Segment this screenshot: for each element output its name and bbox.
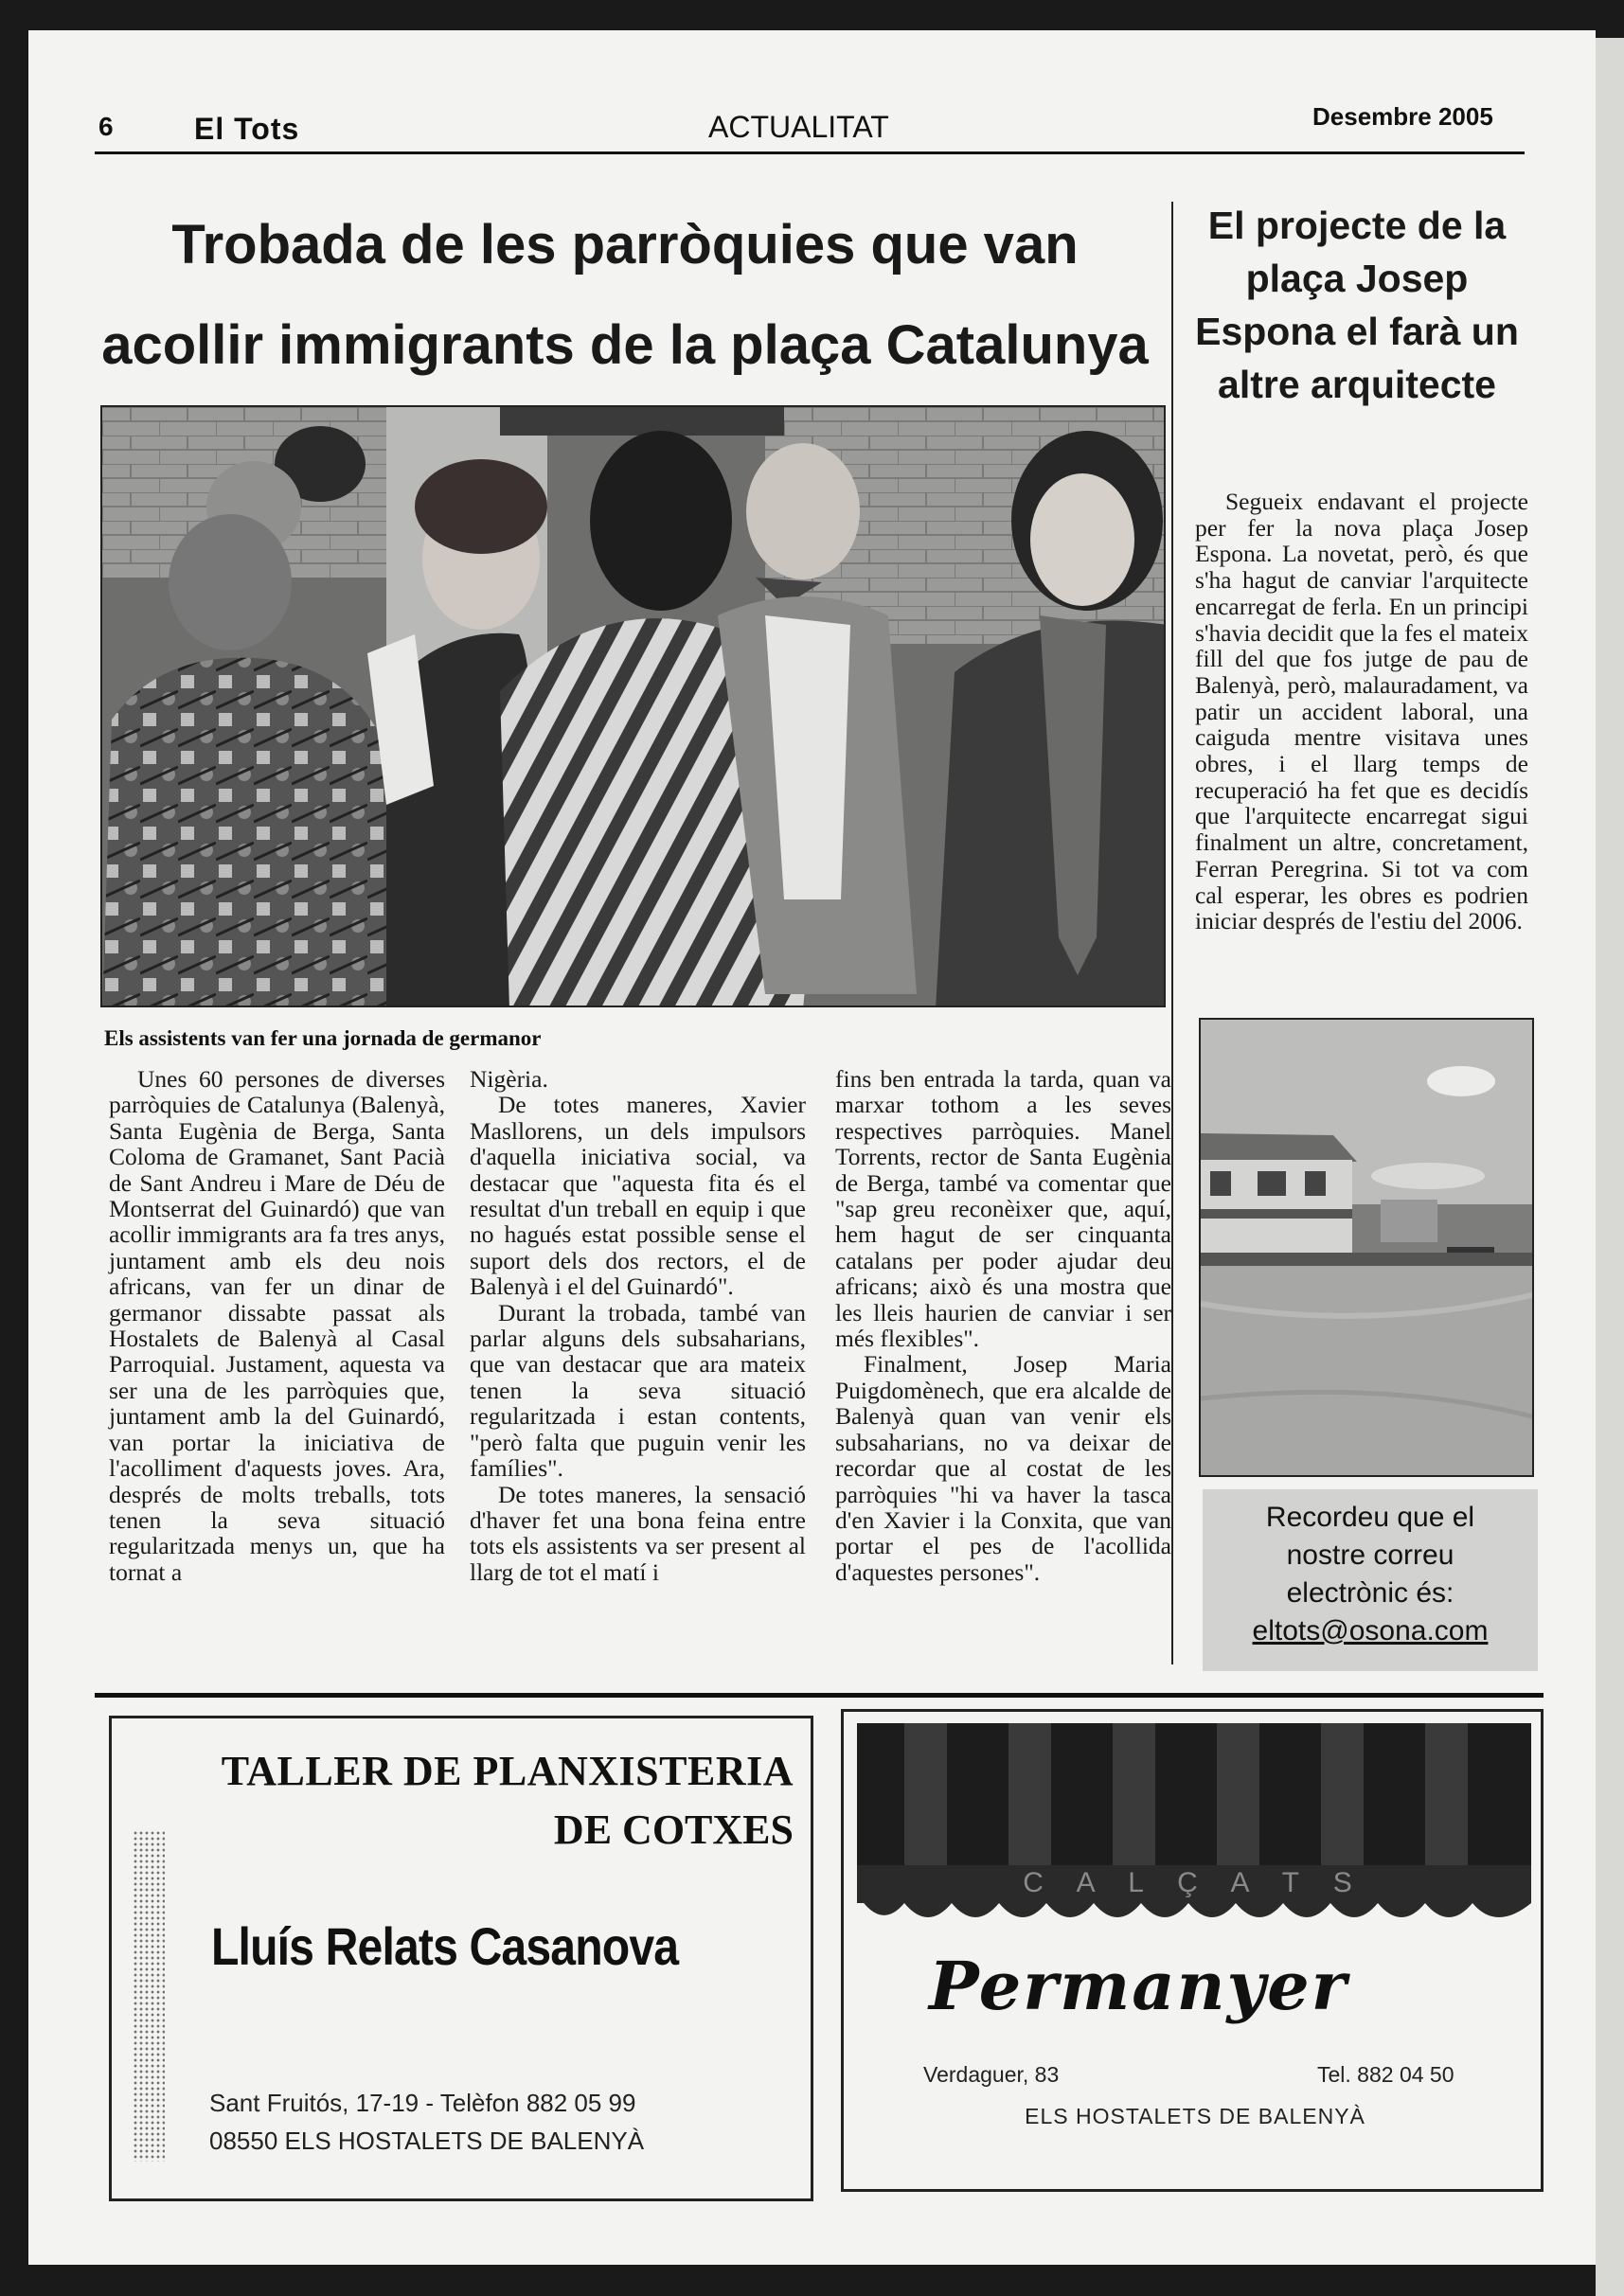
dot-pattern-decoration	[133, 1830, 165, 2162]
main-headline	[85, 195, 1165, 396]
paragraph: fins ben entrada la tarda, quan va marxar tothom a les seves respectives parròquies. Manel Torrents, rector de Santa Eugènia de Berga, també va comentar que "sap greu reconèixer que, aquí, hem hagut de ser cinquanta catalans per poder ajudar deu africans; això és una mostra que les lleis haurien de canviar i ser més flexibles".	[835, 1065, 1171, 1353]
contact-notice	[1203, 1489, 1538, 1671]
notice-line-2: nostre correu	[1286, 1540, 1454, 1571]
page-edge	[1596, 38, 1624, 2296]
headline-line-2: acollir immigrants de la plaça Catalunya	[101, 314, 1149, 376]
side-article-body	[1195, 489, 1528, 934]
column-divider	[1171, 202, 1173, 1664]
page-number: 6	[98, 112, 114, 141]
paragraph: Nigèria.	[470, 1065, 548, 1093]
article-column-3	[835, 1066, 1171, 1672]
plaza-photo-image	[1201, 1020, 1534, 1477]
paragraph: De totes maneres, la sensació d'haver fet una bona feina entre tots els assistents va ser present al llarg de tot el matí i	[470, 1480, 806, 1586]
awning-logo	[857, 1723, 1531, 1931]
ads-rule	[95, 1693, 1544, 1698]
ad-taller-owner: Lluís Relats Casanova	[211, 1916, 679, 1976]
article-column-2	[470, 1066, 806, 1672]
paragraph: Durant la trobada, també van parlar alguns dels subsaharians, que van destacar que ara mateix tenen la seva situació regularitzada i estan contents, "però falta que puguin venir les famílies".	[470, 1298, 806, 1483]
group-photo-image	[102, 407, 1166, 1007]
notice-line-1: Recordeu que el	[1265, 1502, 1475, 1533]
side-article-title: El projecte de la plaça Josep Espona el farà un altre arquitecte	[1195, 204, 1519, 406]
ad-calcats-brand: Permanyer	[929, 1947, 1348, 2025]
paragraph: Segueix endavant el projecte per fer la nova plaça Josep Espona. La novetat, però, és que s'ha hagut de canviar l'arquitecte encarregat de ferla. En un principi s'havia decidit que la fes el mateix fill del que fos jutge de pau de Balenyà, però, malauradament, va patir un accident laboral, una caiguda mentre visitava unes obres, i el llarg temps de recuperació ha fet que es decidís que l'arquitecte encarregat sigui finalment un altre, concretament, Ferran Peregrina. Si tot va com cal esperar, les obres es podrien iniciar després de l'estiu del 2006.	[1195, 488, 1528, 935]
header-rule	[95, 151, 1525, 154]
ad-calcats-phone: Tel. 882 04 50	[1317, 2062, 1454, 2087]
ad-taller-heading-1: TALLER DE PLANXISTERIA	[221, 1748, 794, 1794]
awning-text: C A L Ç A T S	[1023, 1867, 1365, 1898]
ad-taller-town: 08550 ELS HOSTALETS DE BALENYÀ	[209, 2127, 645, 2155]
issue-date: Desembre 2005	[1312, 102, 1493, 131]
photo-caption: Els assistents van fer una jornada de germanor	[104, 1026, 542, 1050]
plaza-photo	[1199, 1018, 1534, 1477]
article-column-1	[109, 1066, 445, 1672]
ad-taller-planxisteria	[109, 1716, 813, 2201]
headline-line-1: Trobada de les parròquies que van	[171, 214, 1079, 276]
paragraph: Finalment, Josep Maria Puigdomènech, que era alcalde de Balenyà quan van venir els subsaharians, no va deixar de recordar que al costat de les parròquies "hi va haver la tasca d'en Xavier i la Conxita, que van portar el pes de l'acollida d'aquestes persones".	[835, 1350, 1171, 1586]
publication-name: El Tots	[194, 112, 300, 146]
ad-calcats-town: ELS HOSTALETS DE BALENYÀ	[1025, 2104, 1365, 2128]
ad-taller-heading-2: DE COTXES	[553, 1807, 794, 1853]
ad-calcats-street: Verdaguer, 83	[923, 2062, 1060, 2087]
notice-line-3: electrònic és:	[1286, 1577, 1454, 1609]
contact-email-link[interactable]: eltots@osona.com	[1252, 1615, 1489, 1646]
ad-calcats-permanyer	[841, 1709, 1544, 2192]
paragraph: De totes maneres, Xavier Masllorens, un dels impulsors d'aquella iniciativa social, va destacar que "aquesta fita és el resultat d'un treball en equip i que no hagués estat possible sense el suport dels dos rectors, el de Balenyà i el del Guinardó".	[470, 1091, 806, 1301]
main-photo	[100, 405, 1166, 1007]
ad-taller-address: Sant Fruitós, 17-19 - Telèfon 882 05 99	[209, 2089, 636, 2117]
section-name: ACTUALITAT	[708, 110, 889, 144]
ad-taller-contact	[209, 2084, 644, 2160]
paragraph: Unes 60 persones de diverses parròquies de Catalunya (Balenyà, Santa Eugènia de Berga, Santa Coloma de Gramanet, Sant Pacià de Sant Andreu i Mare de Déu de Montserrat del Guinardó) que van acollir immigrants ara fa tres anys, juntament amb els deu nois africans, van fer un dinar de germanor dissabte passat als Hostalets de Balenyà al Casal Parroquial. Justament, aquesta va ser una de les parròquies que, juntament amb la del Guinardó, van portar la iniciativa de l'acolliment d'aquests joves. Ara, després de molts treballs, tots tenen la seva situació regularitzada menys un, que ha tornat a	[109, 1065, 445, 1586]
